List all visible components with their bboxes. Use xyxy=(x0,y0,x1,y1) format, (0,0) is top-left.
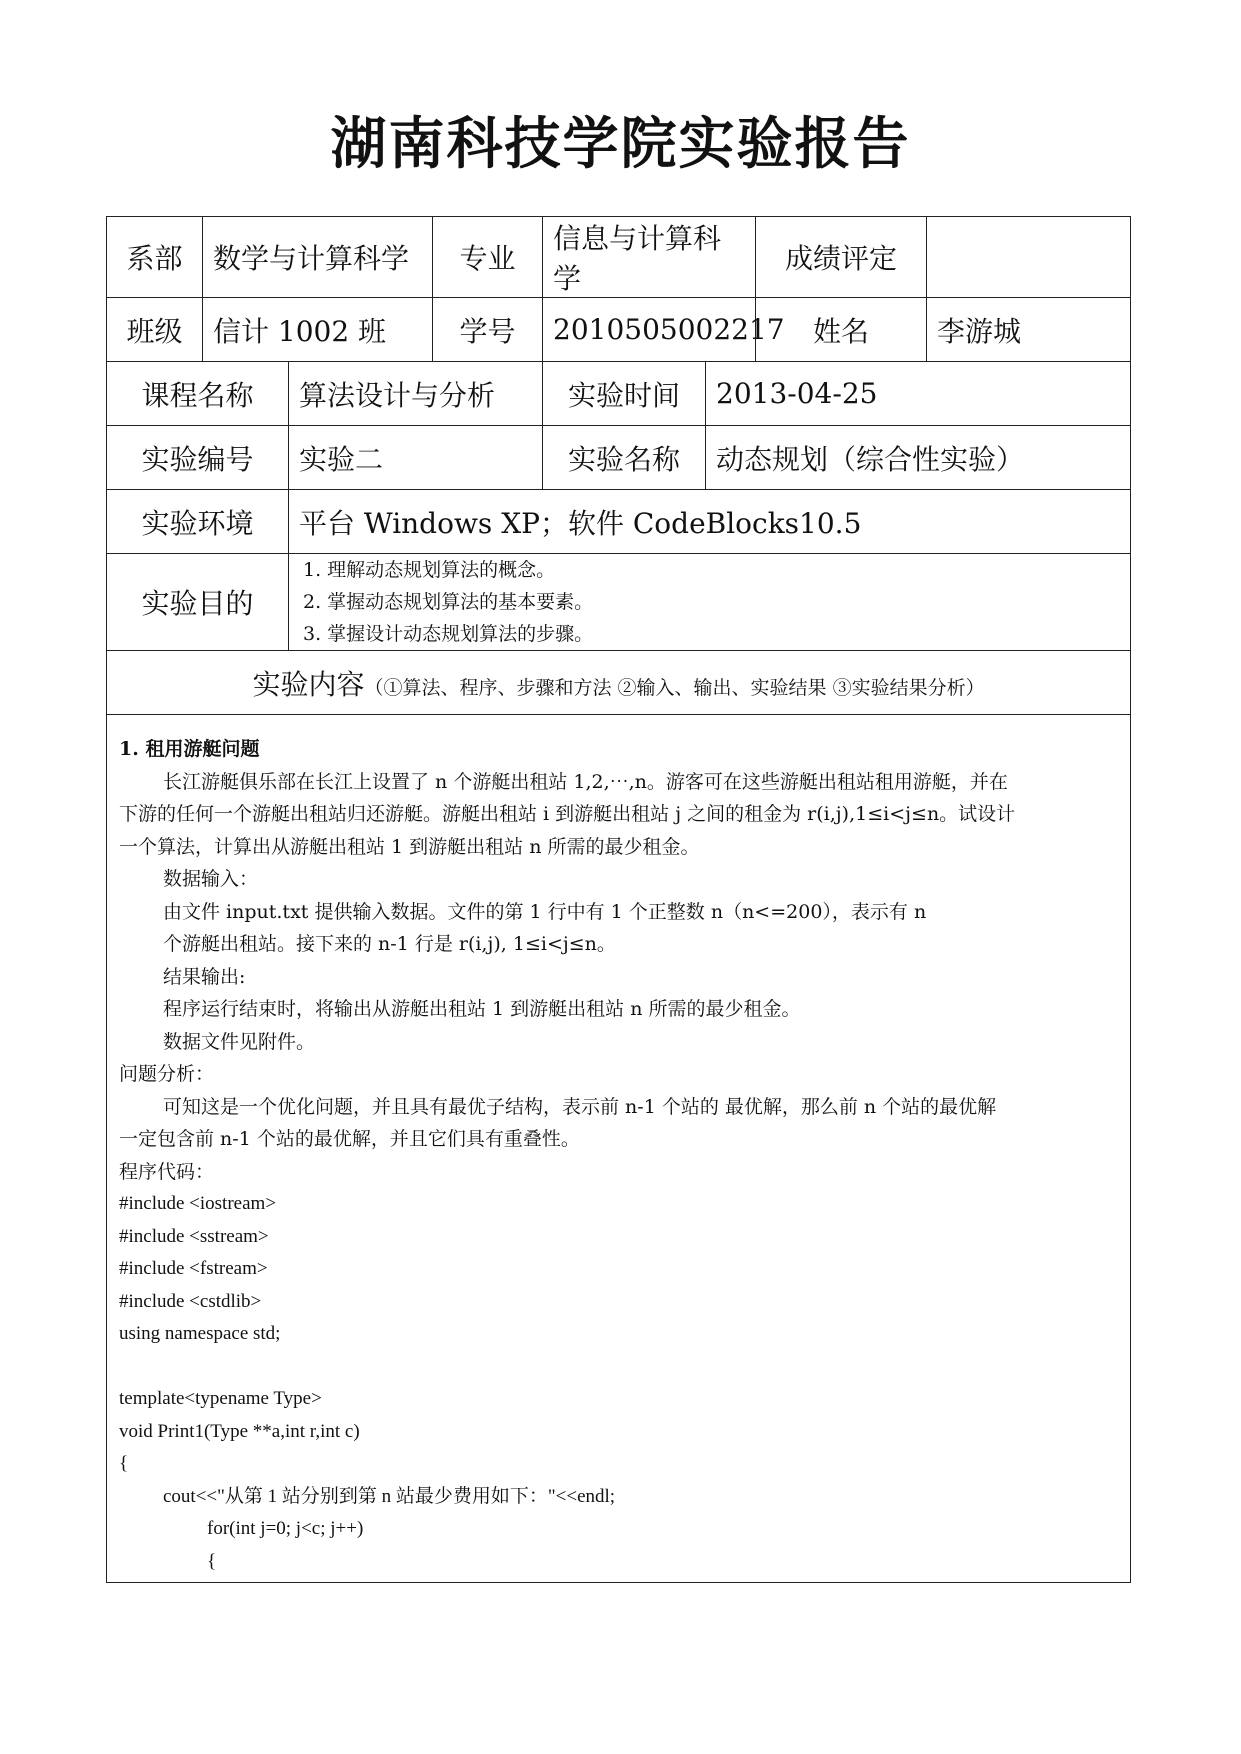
time-value: 2013-04-25 xyxy=(706,362,1131,426)
output-desc: 程序运行结束时，将输出从游艇出租站 1 到游艇出租站 n 所需的最少租金。 xyxy=(163,998,801,1020)
goal-item: 1. 理解动态规划算法的概念。 xyxy=(303,559,556,581)
class-value: 信计 1002 班 xyxy=(203,298,433,362)
code-line: using namespace std; xyxy=(119,1323,281,1344)
env-label: 实验环境 xyxy=(107,490,289,554)
code-line: { xyxy=(119,1453,129,1474)
env-value: 平台 Windows XP；软件 CodeBlocks10.5 xyxy=(289,490,1131,554)
analysis-label: 问题分析： xyxy=(119,1063,215,1085)
paragraph: 长江游艇俱乐部在长江上设置了 n 个游艇出租站 1,2,⋯,n。游客可在这些游艇出租站租用游艇，并在 xyxy=(163,770,1008,793)
analysis-text: 可知这是一个优化问题，并且具有最优子结构，表示前 n-1 个站的 最优解，那么前 n 个站的最优解 xyxy=(163,1095,997,1118)
dept-label: 系部 xyxy=(107,217,203,298)
name-label: 姓名 xyxy=(756,298,927,362)
exp-name-label: 实验名称 xyxy=(543,426,706,490)
input-label: 数据输入： xyxy=(163,868,259,890)
section-heading: 1. 租用游艇问题 xyxy=(119,738,260,760)
exp-no-label: 实验编号 xyxy=(107,426,289,490)
code-blank-line xyxy=(119,1351,1130,1384)
goal-label: 实验目的 xyxy=(107,554,289,651)
class-label: 班级 xyxy=(107,298,203,362)
major-value: 信息与计算科学 xyxy=(543,217,756,298)
code-line: #include <iostream> xyxy=(119,1193,277,1214)
code-line: void Print1(Type **a,int r,int c) xyxy=(119,1420,360,1442)
content-header-sub: （①算法、程序、步骤和方法 ②输入、输出、实验结果 ③实验结果分析） xyxy=(364,676,985,699)
code-line: #include <cstdlib> xyxy=(119,1290,262,1312)
course-label: 课程名称 xyxy=(107,362,289,426)
name-value: 李游城 xyxy=(927,298,1131,362)
code-line: for(int j=0; j<c; j++) xyxy=(207,1518,364,1539)
grade-value xyxy=(927,217,1131,298)
time-label: 实验时间 xyxy=(543,362,706,426)
paragraph: 一个算法，计算出从游艇出租站 1 到游艇出租站 n 所需的最少租金。 xyxy=(119,835,700,858)
code-line: { xyxy=(207,1550,217,1572)
attachment-note: 数据文件见附件。 xyxy=(163,1030,316,1053)
goal-cell xyxy=(289,554,1131,651)
course-value: 算法设计与分析 xyxy=(289,362,543,426)
analysis-text: 一定包含前 n-1 个站的最优解，并且它们具有重叠性。 xyxy=(119,1128,580,1150)
content-body xyxy=(107,715,1131,1583)
code-line: #include <fstream> xyxy=(119,1258,268,1279)
output-label: 结果输出: xyxy=(163,965,246,988)
goal-item: 2. 掌握动态规划算法的基本要素。 xyxy=(303,591,594,613)
input-desc: 个游艇出租站。接下来的 n-1 行是 r(i,j), 1≤i<j≤n。 xyxy=(163,933,616,955)
student-id-value: 2010505002217 xyxy=(543,298,756,362)
code-label: 程序代码： xyxy=(119,1160,215,1183)
content-header xyxy=(107,651,1131,715)
input-desc: 由文件 input.txt 提供输入数据。文件的第 1 行中有 1 个正整数 n（n<=200），表示有 n xyxy=(163,900,927,923)
goal-item: 3. 掌握设计动态规划算法的步骤。 xyxy=(303,623,594,645)
content-header-main: 实验内容 xyxy=(252,667,365,701)
code-line: template<typename Type> xyxy=(119,1388,322,1409)
dept-value: 数学与计算科学 xyxy=(203,217,433,298)
code-line: cout<<"从第 1 站分别到第 n 站最少费用如下："<<endl; xyxy=(163,1485,616,1507)
exp-name-value: 动态规划（综合性实验） xyxy=(706,426,1131,490)
report-form xyxy=(106,216,1131,1583)
grade-label: 成绩评定 xyxy=(756,217,927,298)
code-line: #include <sstream> xyxy=(119,1225,269,1247)
student-id-label: 学号 xyxy=(433,298,543,362)
report-title: 湖南科技学院实验报告 xyxy=(330,111,911,177)
major-label: 专业 xyxy=(433,217,543,298)
exp-no-value: 实验二 xyxy=(289,426,543,490)
paragraph: 下游的任何一个游艇出租站归还游艇。游艇出租站 i 到游艇出租站 j 之间的租金为 r(i,j),1≤i<j≤n。试设计 xyxy=(119,803,1016,825)
